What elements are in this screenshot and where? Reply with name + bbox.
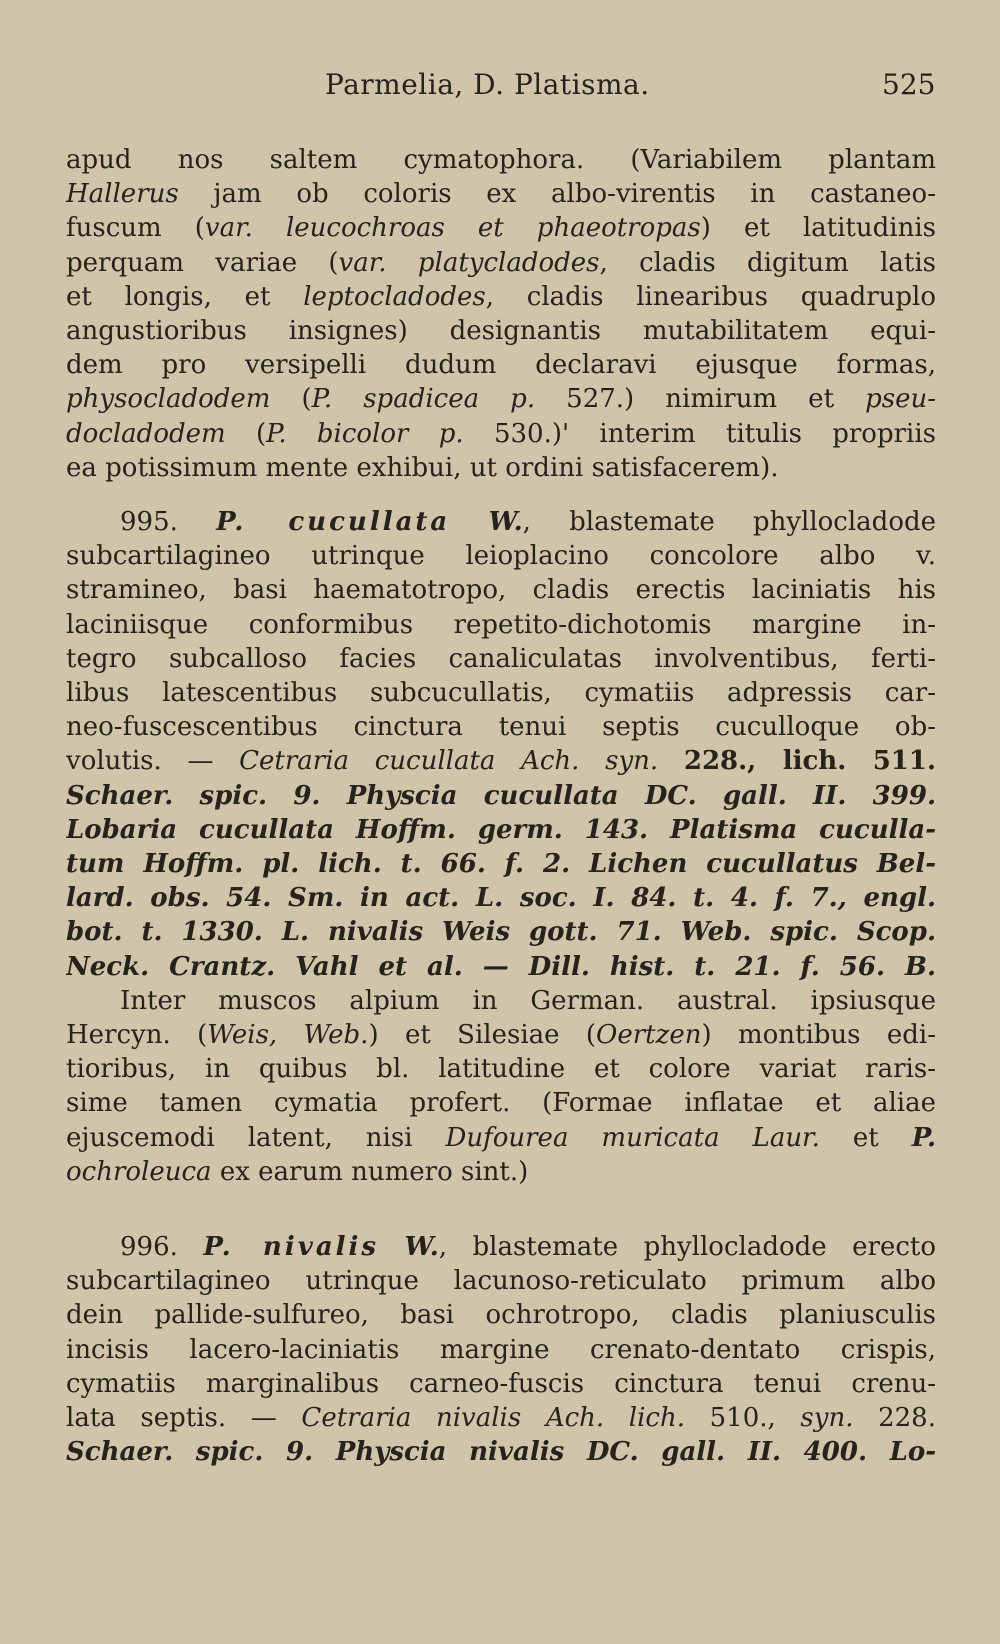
habitat-line: Inter muscos alpium in German. austral. ipsiusque bbox=[120, 985, 936, 1016]
text-line: stramineo, basi haematotropo, cladis erectis laciniatis his bbox=[66, 575, 936, 606]
diagnosis-start: , blastemate phyllocladode erecto bbox=[438, 1232, 936, 1262]
text-line: Schaer. spic. 9. Physcia nivalis DC. gall. II. 400. Lo- bbox=[66, 1437, 936, 1468]
synonym-line: Neck. Crantz. Vahl et al. — Dill. hist. t. 21. f. 56. B. bbox=[66, 951, 936, 982]
text-line: dem pro versipelli dudum declaravi ejusque formas, bbox=[66, 350, 936, 381]
entry-heading-line bbox=[120, 1230, 936, 1264]
text-line: lata septis. — Cetraria nivalis Ach. lich. 510., syn. 228. bbox=[66, 1403, 936, 1433]
diagnosis-start: , blastemate phyllocladode bbox=[522, 507, 936, 537]
text-line: angustioribus insignes) designantis mutabilitatem equi- bbox=[66, 316, 936, 346]
text-line: fuscum (var. leucochroas et phaeotropas) et latitudinis bbox=[66, 213, 936, 244]
text-line: libus latescentibus subcucullatis, cymatiis adpressis car- bbox=[66, 678, 936, 708]
text-line: incisis lacero-laciniatis margine crenato-dentato crispis, bbox=[66, 1334, 936, 1365]
synonym-line: Schaer. spic. 9. Physcia cucullata DC. gall. II. 399. bbox=[66, 780, 936, 811]
text-line: et longis, et leptocladodes, cladis linearibus quadruplo bbox=[66, 281, 936, 312]
text-line: neo-fuscescentibus cinctura tenui septis cuculloque ob- bbox=[66, 712, 936, 743]
habitat-line: Hercyn. (Weis, Web.) et Silesiae (Oertzen) montibus edi- bbox=[66, 1020, 936, 1050]
page-header bbox=[0, 68, 1000, 108]
synonym-line: tum Hoffm. pl. lich. t. 66. f. 2. Lichen cucullatus Bel- bbox=[66, 849, 936, 879]
text-line: perquam variae (var. platycladodes, cladis digitum latis bbox=[66, 247, 936, 278]
text-line: laciniisque conformibus repetito-dichotomis margine in- bbox=[66, 609, 936, 640]
habitat-line: ejuscemodi latent, nisi Dufourea muricata Laur. et P. bbox=[66, 1122, 936, 1153]
species-name: P. nivalis bbox=[203, 1232, 380, 1262]
text-line: tegro subcalloso facies canaliculatas involventibus, ferti- bbox=[66, 643, 936, 674]
text-line: physocladodem (P. spadicea p. 527.) nimirum et pseu- bbox=[66, 384, 936, 415]
text-line: apud nos saltem cymatophora. (Variabilem plantam bbox=[66, 145, 936, 175]
text-line: Hallerus jam ob coloris ex albo-virentis in castaneo- bbox=[66, 179, 936, 210]
species-author: W. bbox=[404, 1232, 439, 1262]
text-line: subcartilagineo utrinque lacunoso-reticulato primum albo bbox=[66, 1266, 936, 1297]
habitat-line: ochroleuca ex earum numero sint.) bbox=[66, 1156, 529, 1187]
running-title: Parmelia, D. Platisma. bbox=[325, 68, 650, 101]
page-number: 525 bbox=[882, 68, 936, 101]
entry-number: 996. bbox=[120, 1232, 178, 1262]
habitat-line: tioribus, in quibus bl. latitudine et colore variat raris- bbox=[66, 1054, 936, 1085]
text-line: dein pallide-sulfureo, basi ochrotropo, cladis planiusculis bbox=[66, 1300, 936, 1331]
text-line: subcartilagineo utrinque leioplacino concolore albo v. bbox=[66, 541, 936, 572]
synonym-line: Lobaria cucullata Hoffm. germ. 143. Platisma cuculla- bbox=[66, 814, 936, 845]
entry-number: 995. bbox=[120, 507, 178, 537]
synonym-line: lard. obs. 54. Sm. in act. L. soc. I. 84. t. 4. f. 7., engl. bbox=[66, 883, 936, 914]
entry-heading-line bbox=[120, 505, 936, 539]
text-line: ea potissimum mente exhibui, ut ordini satisfacerem). bbox=[66, 452, 779, 483]
text-line: docladodem (P. bicolor p. 530.)' interim titulis propriis bbox=[66, 418, 936, 449]
species-name: P. cucullata bbox=[216, 507, 451, 537]
text-line: cymatiis marginalibus carneo-fuscis cinctura tenui crenu- bbox=[66, 1368, 936, 1399]
species-author: W. bbox=[488, 507, 523, 537]
synonym-line: bot. t. 1330. L. nivalis Weis gott. 71. Web. spic. Scop. bbox=[66, 917, 936, 948]
text-line: volutis. — Cetraria cucullata Ach. syn. 228., lich. 511. bbox=[66, 746, 936, 777]
habitat-line: sime tamen cymatia profert. (Formae inflatae et aliae bbox=[66, 1088, 936, 1119]
